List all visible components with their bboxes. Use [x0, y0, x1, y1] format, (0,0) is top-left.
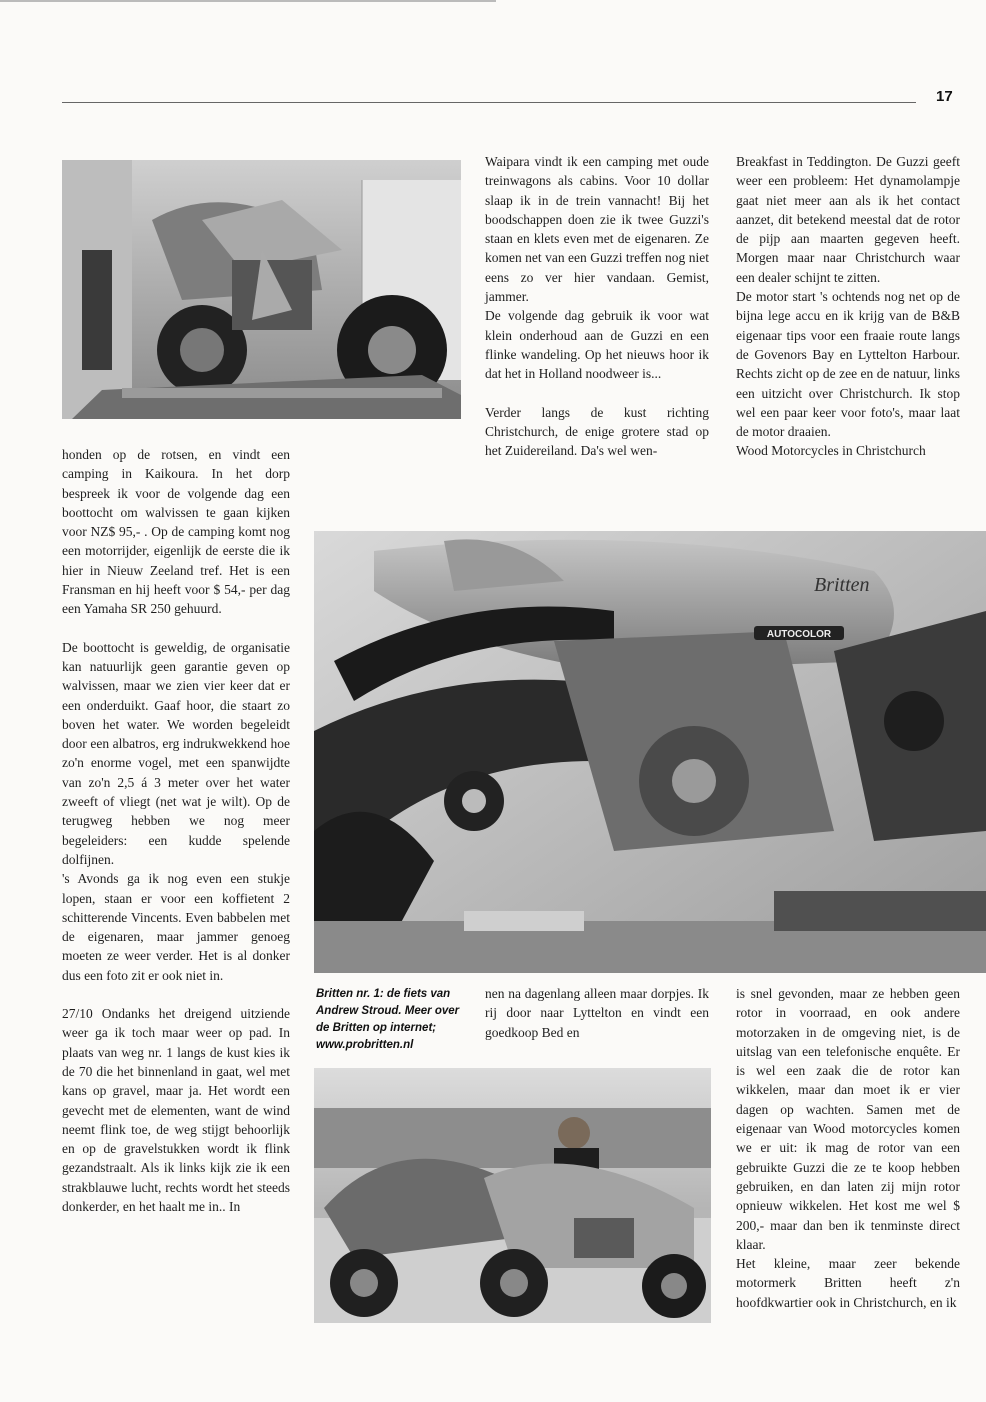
paragraph: Het kleine, maar zeer bekende motormerk Britten heeft z'n hoofdkwartier ook in Christchurch, en ik [736, 1256, 960, 1310]
paragraph: honden op de rotsen, en vindt een camping in Kaikoura. In het dorp bespreek ik voor de volgende dag een boottocht om walvissen te gaan kijken voor NZ$ 95,- . Op de camping komt nog een motorrijder, eigenlijk de eerste die ik hier in Nieuw Zeeland tref. Het is een Fransman en hij heeft voor $ 54,- per dag een Yamaha SR 250 gehuurd. [62, 447, 290, 617]
scan-edge [0, 0, 496, 2]
paragraph: De volgende dag gebruik ik voor wat klein onderhoud aan de Guzzi en een flinke wandeling. Op het nieuws hoor ik dat het in Holland noodweer is... [485, 308, 709, 382]
column-middle-top [485, 152, 709, 460]
paragraph: 's Avonds ga ik nog even een stukje lopen, staan er voor een koffietent 2 schitterende Vincents. Even babbelen met de eigenaren, maar jammer genoeg moeten ze weer verder. Het is al donker dus een foto zit er ook niet in. [62, 871, 290, 983]
column-right-bottom [736, 984, 960, 1312]
paragraph: Verder langs de kust richting Christchurch, de enige grotere stad op het Zuidereiland. Da's wel wen- [485, 404, 709, 459]
paragraph: De motor start 's ochtends nog net op de bijna lege accu en ik krijg van de B&B eigenaar tips voor een fraaie route langs de Govenors Bay en Lyttelton Harbour. Rechts zicht op de zee en de natuur, links een uitzicht over Christchurch. Ik stop wel een paar keer voor foto's, maar laat de motor draaien. [736, 289, 960, 440]
tank-logo-text: AUTOCOLOR [766, 629, 832, 640]
photo-two-britten-bikes [314, 1068, 711, 1323]
paragraph: 27/10 Ondanks het dreigend uitziende weer ga ik toch maar weer op pad. In plaats van weg nr. 1 langs de kust kies ik de 70 die het binnenland in gaat, wel met kans op gravel, maar ja. Het wordt een gevecht met de elementen, want de wind neemt flink toe, de weg stijgt behoorlijk en op de gravelstukken wordt ik flink gezandstraalt. Als ik links kijk zie ik een strakblauwe lucht, rechts wordt het steeds donkerder, en het haalt me in.. In [62, 1006, 290, 1214]
column-right-top [736, 152, 960, 461]
tank-signature: Britten [814, 574, 870, 596]
photo-britten-closeup [314, 531, 986, 973]
paragraph: Wood Motorcycles in Christchurch [736, 443, 926, 459]
photo-workshop-motorcycle [62, 160, 461, 419]
paragraph: is snel gevonden, maar ze hebben geen rotor in voorraad, en ook andere motorzaken in de omgeving niet, is de uitslag van een telefonische enquête. Er is wel een zaak die de rotor kan wikkelen, maar dan moet ik er vier dagen op wachten. Samen met de eigenaar van Wood motorcycles komen we er uit: ik mag de rotor van een gebruikte Guzzi die ze te koop hebben gebruiken, en dan laten zij mijn rotor opnieuw wikkelen. Het kost me wel $ 200,- maar dan ben ik tenminste direct klaar. [736, 986, 960, 1252]
header-rule [62, 102, 916, 103]
column-middle-bottom [485, 984, 709, 1042]
column-left [62, 445, 290, 1216]
paragraph: De boottocht is geweldig, de organisatie kan natuurlijk geen garantie geven op walvissen, maar we zien vier keer dat er een onderduikt. Gaaf hoor, die staart zo boven het water. We worden begeleidt door een albatros, erg indrukwekkend hoe zo'n enorme vogel, met een spanwijdte van zo'n 2,5 á 3 meter over het water zweeft of vliegt (net wat je wilt). Op de terugweg hebben we nog meer begeleiders: een kudde spelende dolfijnen. [62, 639, 290, 867]
photo-caption: Britten nr. 1: de fiets van Andrew Stroud. Meer over de Britten op internet; www.probritten.nl [316, 988, 460, 1051]
page-number: 17 [936, 88, 953, 105]
paragraph: Breakfast in Teddington. De Guzzi geeft weer een probleem: Het dynamolampje gaat niet meer aan als ik het contact aanzet, dit betekend meestal dat de rotor de pijp aan maarten gegeven heeft. Morgen maar naar Christchurch waar een dealer schijnt te zitten. [736, 154, 960, 285]
paragraph: Waipara vindt ik een camping met oude treinwagons als cabins. Voor 10 dollar slaap ik in de trein vannacht! Bij het boodschappen doen zie ik twee Guzzi's staan en klets even met de eigenaren. Ze komen net van een Guzzi treffen nog niet eens zo ver hier vandaan. Gemist, jammer. [485, 154, 709, 305]
paragraph: nen na dagenlang alleen maar dorpjes. Ik rij door naar Lyttelton en vindt een goedkoop Bed en [485, 986, 709, 1040]
